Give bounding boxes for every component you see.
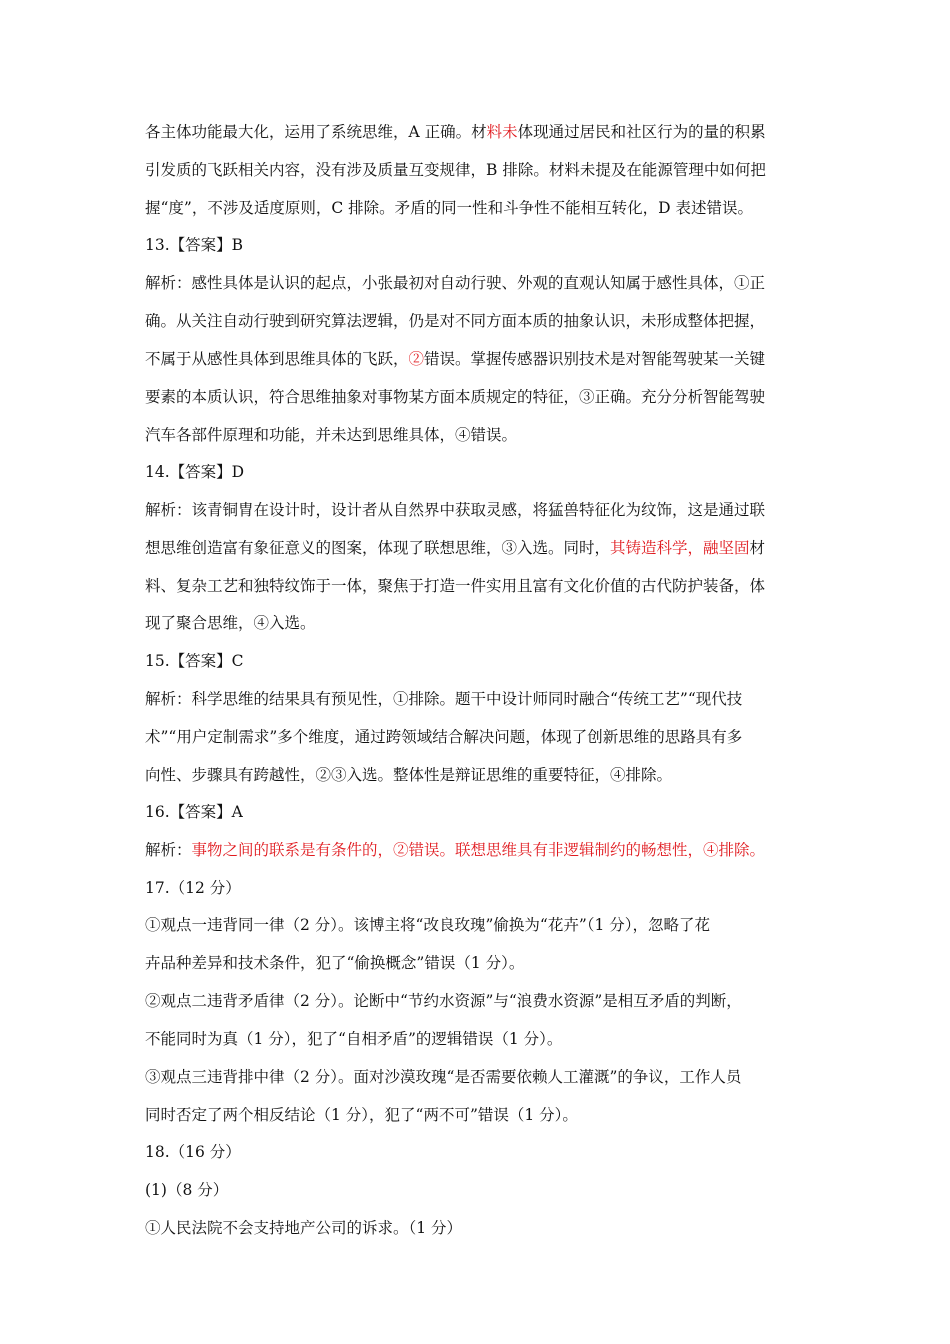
text-line bbox=[145, 348, 815, 370]
text-run: 不属于从感性具体到思维具体的飞跃， bbox=[145, 350, 409, 368]
text-run: 现了聚合思维，④入选。 bbox=[145, 614, 316, 632]
text-run: 17.（12 分） bbox=[145, 879, 241, 897]
text-run: 确。从关注自动行驶到研究算法逻辑，仍是对不同方面本质的抽象认识，未形成整体把握， bbox=[145, 312, 766, 330]
text-run: 各主体功能最大化，运用了系统思维，A 正确。材 bbox=[145, 123, 487, 141]
text-line bbox=[145, 612, 815, 634]
text-run: 错误。掌握传感器识别技术是对智能驾驶某一关键 bbox=[424, 350, 766, 368]
text-line bbox=[145, 839, 815, 861]
text-run: 16.【答案】A bbox=[145, 803, 243, 821]
text-run: 同时否定了两个相反结论（1 分），犯了“两不可”错误（1 分）。 bbox=[145, 1106, 578, 1124]
text-run: (1)（8 分） bbox=[145, 1181, 229, 1199]
text-run: 材 bbox=[749, 539, 766, 557]
text-line bbox=[145, 1028, 815, 1050]
text-line bbox=[145, 1179, 815, 1201]
text-run: 解析：该青铜胄在设计时，设计者从自然界中获取灵感，将猛兽特征化为纹饰，这是通过联 bbox=[145, 501, 766, 519]
text-run: 卉品种差异和技术条件，犯了“偷换概念”错误（1 分）。 bbox=[145, 954, 525, 972]
text-line bbox=[145, 499, 815, 521]
text-line bbox=[145, 1104, 815, 1126]
text-line bbox=[145, 688, 815, 710]
text-line bbox=[145, 650, 815, 672]
text-line bbox=[145, 424, 815, 446]
text-line bbox=[145, 159, 815, 181]
highlighted-text: 料未 bbox=[486, 123, 518, 141]
text-run: 15.【答案】C bbox=[145, 652, 244, 670]
text-line bbox=[145, 726, 815, 748]
text-run: 体现通过居民和社区行为的量的积累 bbox=[517, 123, 766, 141]
text-run: 引发质的飞跃相关内容，没有涉及质量互变规律，B 排除。材料未提及在能源管理中如何把 bbox=[145, 161, 766, 179]
text-run: ①人民法院不会支持地产公司的诉求。（1 分） bbox=[145, 1219, 463, 1237]
text-line bbox=[145, 764, 815, 786]
text-line bbox=[145, 801, 815, 823]
text-line bbox=[145, 952, 815, 974]
text-run: 料、复杂工艺和独特纹饰于一体，聚焦于打造一件实用且富有文化价值的古代防护装备，体 bbox=[145, 577, 766, 595]
text-line bbox=[145, 121, 815, 143]
text-run: ②观点二违背矛盾律（2 分）。论断中“节约水资源”与“浪费水资源”是相互矛盾的判断， bbox=[145, 992, 742, 1010]
text-line bbox=[145, 310, 815, 332]
highlighted-text: ② bbox=[408, 350, 425, 368]
text-run: ③观点三违背排中律（2 分）。面对沙漠玫瑰“是否需要依赖人工灌溉”的争议，工作人员 bbox=[145, 1068, 742, 1086]
text-run: 向性、步骤具有跨越性，②③入选。整体性是辩证思维的重要特征，④排除。 bbox=[145, 766, 673, 784]
text-line bbox=[145, 1141, 815, 1163]
text-line bbox=[145, 537, 815, 559]
text-line bbox=[145, 461, 815, 483]
text-run: 想思维创造富有象征意义的图案，体现了联想思维，③入选。同时， bbox=[145, 539, 611, 557]
text-run: 握“度”，不涉及适度原则，C 排除。矛盾的同一性和斗争性不能相互转化，D 表述错误。 bbox=[145, 199, 753, 217]
text-run: 13.【答案】B bbox=[145, 236, 244, 254]
text-run: 术”“用户定制需求”多个维度，通过跨领域结合解决问题，体现了创新思维的思路具有多 bbox=[145, 728, 743, 746]
text-run: 解析：感性具体是认识的起点，小张最初对自动行驶、外观的直观认知属于感性具体，①正 bbox=[145, 274, 766, 292]
text-line bbox=[145, 197, 815, 219]
text-line bbox=[145, 386, 815, 408]
text-run: 解析：科学思维的结果具有预见性，①排除。题干中设计师同时融合“传统工艺”“现代技 bbox=[145, 690, 743, 708]
text-run: 要素的本质认识，符合思维抽象对事物某方面本质规定的特征，③正确。充分分析智能驾驶 bbox=[145, 388, 766, 406]
text-run: ①观点一违背同一律（2 分）。该博主将“改良玫瑰”偷换为“花卉”（1 分），忽略了花 bbox=[145, 916, 711, 934]
text-line bbox=[145, 914, 815, 936]
text-run: 解析： bbox=[145, 841, 192, 859]
text-run: 汽车各部件原理和功能，并未达到思维具体，④错误。 bbox=[145, 426, 518, 444]
text-run: 不能同时为真（1 分），犯了“自相矛盾”的逻辑错误（1 分）。 bbox=[145, 1030, 563, 1048]
highlighted-text: 事物之间的联系是有条件的，②错误。联想思维具有非逻辑制约的畅想性，④排除。 bbox=[191, 841, 766, 859]
text-line bbox=[145, 1217, 815, 1239]
text-line bbox=[145, 990, 815, 1012]
text-line bbox=[145, 234, 815, 256]
text-line bbox=[145, 877, 815, 899]
text-run: 14.【答案】D bbox=[145, 463, 245, 481]
text-line bbox=[145, 272, 815, 294]
text-run: 18.（16 分） bbox=[145, 1143, 241, 1161]
text-line bbox=[145, 575, 815, 597]
text-line bbox=[145, 1066, 815, 1088]
highlighted-text: 其铸造科学，融坚固 bbox=[610, 539, 750, 557]
